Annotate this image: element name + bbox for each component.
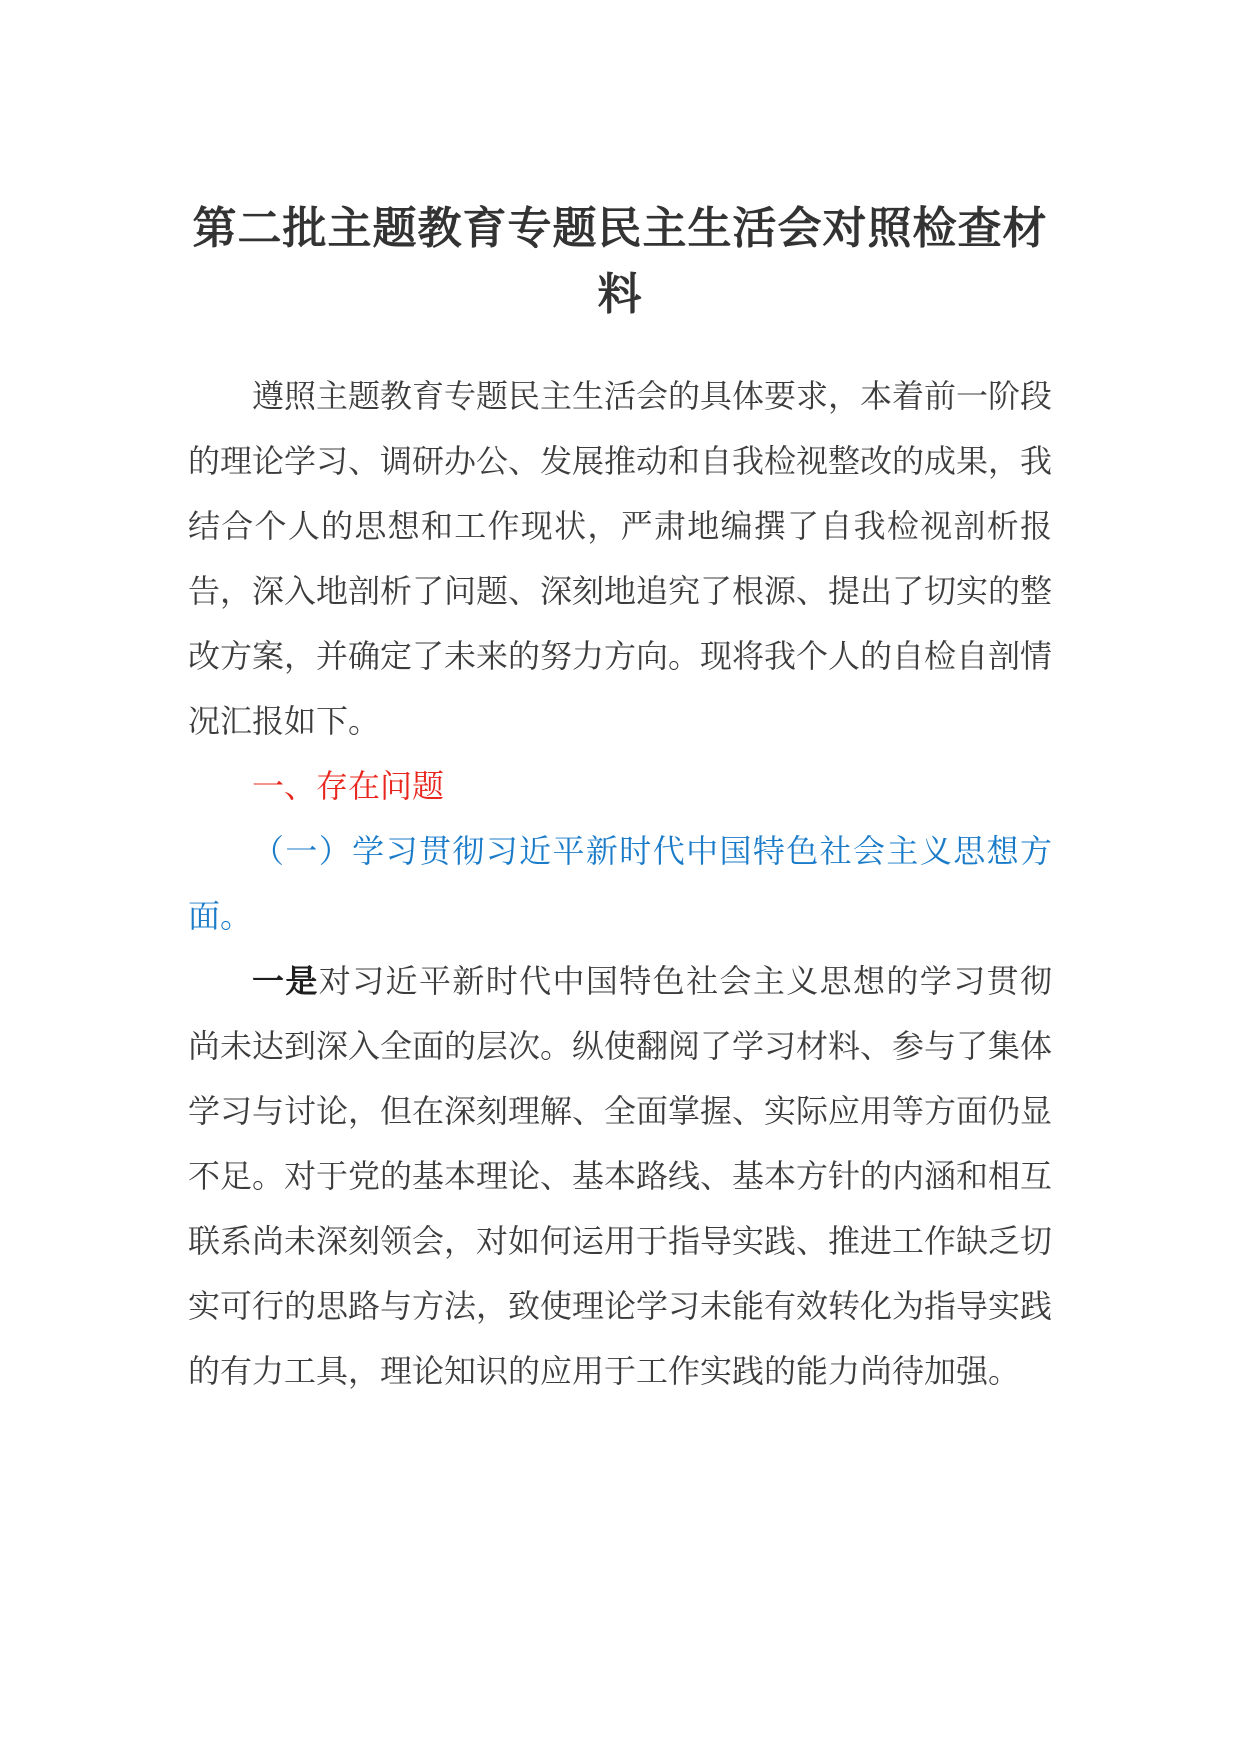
point-paragraph: [188, 949, 1052, 1404]
subsection-heading: （一）学习贯彻习近平新时代中国特色社会主义思想方面。: [188, 832, 1052, 935]
section-heading: 一、存在问题: [252, 767, 445, 805]
intro-paragraph: 遵照主题教育专题民主生活会的具体要求，本着前一阶段的理论学习、调研办公、发展推动和自我检视整改的成果，我结合个人的思想和工作现状，严肃地编撰了自我检视剖析报告，深入地剖析了问题、深刻地追究了根源、提出了切实的整改方案，并确定了未来的努力方向。现将我个人的自检自剖情况汇报如下。: [188, 377, 1053, 740]
document-title: 第二批主题教育专题民主生活会对照检查材料: [192, 203, 1048, 320]
point-text: 对习近平新时代中国特色社会主义思想的学习贯彻尚未达到深入全面的层次。纵使翻阅了学习材料、参与了集体学习与讨论，但在深刻理解、全面掌握、实际应用等方面仍显不足。对于党的基本理论、基本路线、基本方针的内涵和相互联系尚未深刻领会，对如何运用于指导实践、推进工作缺乏切实可行的思路与方法，致使理论学习未能有效转化为指导实践的有力工具，理论知识的应用于工作实践的能力尚待加强。: [188, 962, 1053, 1390]
point-lead: 一是: [252, 962, 319, 1000]
document-body: [188, 364, 1052, 1404]
